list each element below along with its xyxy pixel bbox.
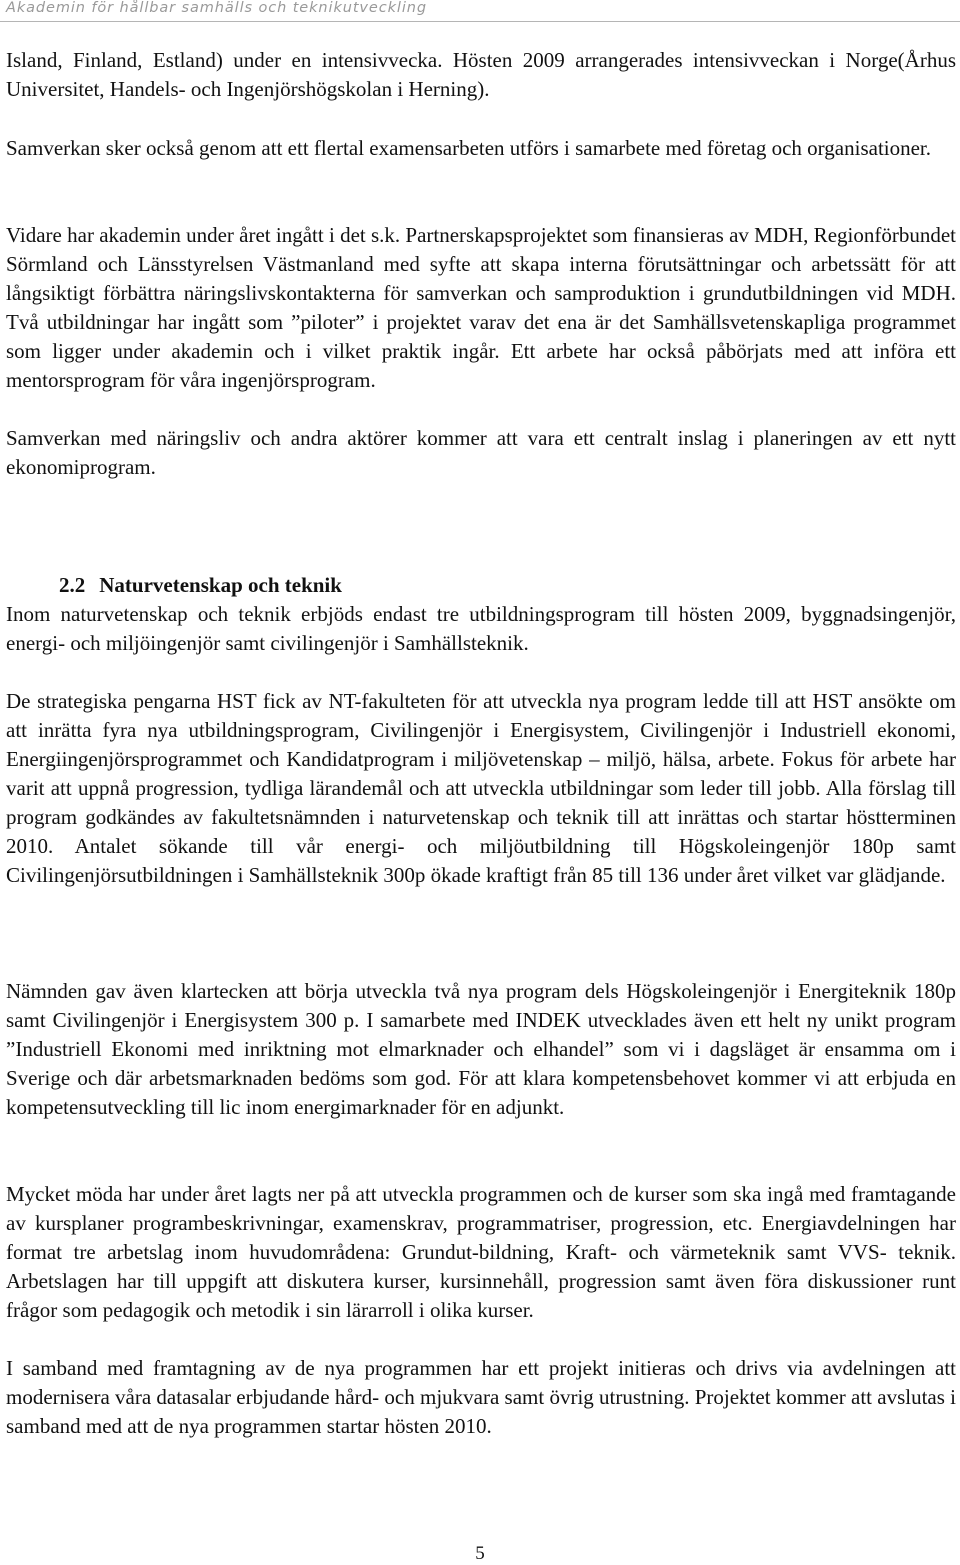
paragraph-intensive-week: Island, Finland, Estland) under en intensivvecka. Hösten 2009 arrangerades intensivveckan i Norge(Århus Universitet, Handels- och Ingenjörshögskolan i Herning). (6, 48, 956, 101)
section-number: 2.2 (59, 573, 86, 597)
section-heading (6, 571, 956, 600)
section-title: Naturvetenskap och teknik (99, 573, 342, 597)
running-header: Akademin för hållbar samhälls och teknikutveckling (6, 0, 427, 16)
paragraph-partnership-project: Vidare har akademin under året ingått i det s.k. Partnerskapsprojektet som finansieras av MDH, Regionförbundet Sörmland och Länsstyrelsen Västmanland med syfte att skapa interna förutsättningar och arbetssätt för att långsiktigt förbättra näringslivskontakterna för samverkan och samproduktion i grundutbildningen vid MDH. Två utbildningar har ingått som ”piloter” i projektet varav det ena är det Samhällsvetenskapliga programmet som ligger under akademin och i vilket praktik ingår. Ett arbete har också påbörjats med att införa ett mentorsprogram för våra ingenjörsprogram. (6, 223, 956, 392)
paragraph-economics-program: Samverkan med näringsliv och andra aktörer kommer att vara ett centralt inslag i planeringen av ett nytt ekonomiprogram. (6, 426, 956, 479)
paragraph-new-programs: Nämnden gav även klartecken att börja utveckla två nya program dels Högskoleingenjör i Energiteknik 180p samt Civilingenjör i Energisystem 300 p. I samarbete med INDEK utvecklades även ett helt ny unikt program ”Industriell Ekonomi med inriktning mot elmarknader och elhandel” som vi i dagsläget är ensamma om i Sverige och där arbetsmarknaden bedöms som god. För att klara kompetensbehovet kommer vi att erbjuda en kompetensutveckling till lic inom energimarknader för en adjunkt. (6, 979, 956, 1119)
paragraph-degree-projects: Samverkan sker också genom att ett flertal examensarbeten utförs i samarbete med företag och organisationer. (6, 136, 932, 160)
paragraph-programs-2009: Inom naturvetenskap och teknik erbjöds endast tre utbildningsprogram till hösten 2009, byggnadsingenjör, energi- och miljöingenjör samt civilingenjör i Samhällsteknik. (6, 602, 956, 655)
page-number: 5 (475, 1543, 485, 1564)
paragraph-strategic-funds: De strategiska pengarna HST fick av NT-fakulteten för att utveckla nya program ledde till att HST ansökte om att inrätta fyra nya utbildningsprogram, Civilingenjör i Energisystem, Civilingenjör i Industriell ekonomi, Energiingenjörsprogrammet och Kandidatprogram i miljövetenskap – miljö, hälsa, arbete. Fokus för arbete har varit att uppnå progression, tydliga lärandemål och att utveckla utbildningar som leder till jobb. Alla förslag till program godkändes av fakultetsnämnden i naturvetenskap och teknik till att inrättas och startar höstterminen 2010. Antalet sökande till vår energi- och miljöutbildning till Högskoleingenjör 180p samt Civilingenjörsutbildningen i Samhällsteknik 300p ökade kraftigt från 85 till 136 under året vilket var glädjande. (6, 689, 956, 887)
paragraph-lab-modernisation: I samband med framtagning av de nya programmen har ett projekt initieras och drivs via avdelningen att modernisera våra datasalar erbjudande hård- och mjukvara samt övrig utrustning. Projektet kommer att avslutas i samband med att de nya programmen startar hösten 2010. (6, 1356, 956, 1438)
paragraph-course-development: Mycket möda har under året lagts ner på att utveckla programmen och de kurser som ska ingå med framtagande av kursplaner programbeskrivningar, examenskrav, programmatriser, progression, etc. Energiavdelningen har format tre arbetslag inom huvudområdena: Grundut-bildning, Kraft- och värmeteknik samt VVS- teknik. Arbetslagen har till uppgift att diskutera kurser, kursinnehåll, progression samt även föra diskussioner runt frågor som pedagogik och metodik i sin lärarroll i olika kurser. (6, 1182, 956, 1322)
header-divider (0, 21, 960, 22)
